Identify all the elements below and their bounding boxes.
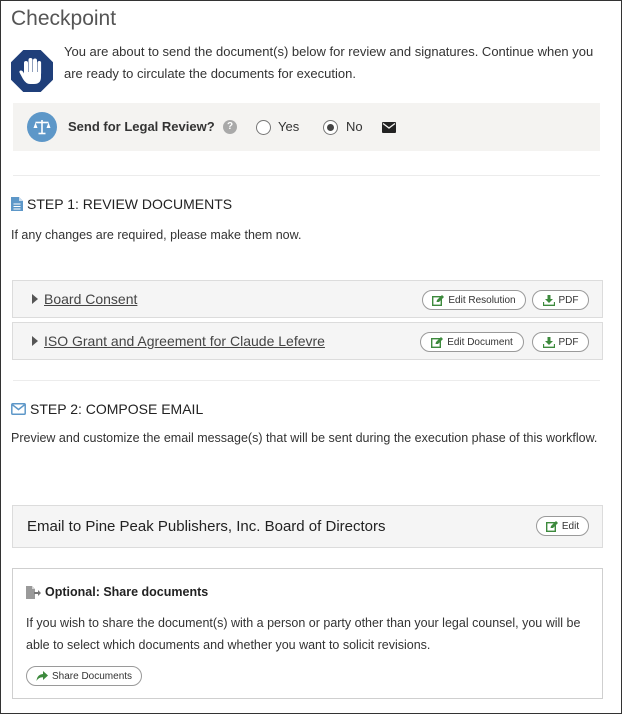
download-icon — [543, 337, 555, 348]
caret-right-icon[interactable] — [32, 294, 38, 304]
share-title-text: Optional: Share documents — [45, 585, 209, 599]
share-documents-panel — [12, 568, 603, 699]
legal-review-yes-label[interactable]: Yes — [278, 119, 300, 134]
intro-text: You are about to send the document(s) below for review and signatures. Continue when you are ready to circulate the documents for execution. — [64, 44, 594, 81]
legal-review-panel — [13, 103, 600, 151]
step1-description: If any changes are required, please make them now. — [11, 228, 302, 242]
hand-stop-icon — [11, 50, 53, 92]
edit-resolution-label: Edit Resolution — [448, 294, 516, 306]
question-circle-icon[interactable]: ? — [223, 120, 237, 134]
edit-icon — [546, 521, 558, 532]
divider — [13, 175, 600, 176]
share-arrow-icon — [36, 671, 48, 681]
edit-resolution-button[interactable] — [422, 290, 526, 310]
page-title: Checkpoint — [11, 7, 117, 30]
pdf-label: PDF — [558, 336, 579, 348]
legal-review-no-label[interactable]: No — [346, 119, 363, 134]
document-row[interactable] — [12, 280, 603, 318]
envelope-outline-icon — [11, 403, 26, 415]
step2-description: Preview and customize the email message(s) that will be sent during the execution phase of this workflow. — [11, 431, 598, 445]
pdf-label: PDF — [558, 294, 579, 306]
pdf-download-button[interactable] — [532, 332, 589, 352]
edit-icon — [431, 337, 443, 348]
document-icon — [11, 197, 23, 211]
share-title — [26, 585, 208, 599]
legal-review-label: Send for Legal Review? — [68, 119, 215, 134]
edit-document-label: Edit Document — [447, 336, 513, 348]
share-file-icon — [26, 586, 41, 599]
envelope-icon[interactable] — [382, 122, 396, 133]
edit-email-label: Edit — [561, 520, 580, 532]
pdf-download-button[interactable] — [532, 290, 589, 310]
share-documents-label: Share Documents — [52, 670, 133, 682]
document-row[interactable] — [12, 322, 603, 360]
email-title: Email to Pine Peak Publishers, Inc. Board of Directors — [27, 518, 386, 535]
document-link[interactable]: Board Consent — [44, 291, 138, 307]
legal-review-no-radio[interactable] — [323, 120, 338, 135]
download-icon — [543, 295, 555, 306]
step2-title-text: STEP 2: COMPOSE EMAIL — [30, 401, 204, 417]
share-documents-button[interactable] — [26, 666, 142, 686]
edit-icon — [432, 295, 444, 306]
step1-title-text: STEP 1: REVIEW DOCUMENTS — [27, 196, 233, 212]
step2-title — [11, 401, 203, 417]
legal-review-yes-radio[interactable] — [256, 120, 271, 135]
balance-scale-icon — [27, 112, 57, 142]
edit-document-button[interactable] — [420, 332, 524, 352]
caret-right-icon[interactable] — [32, 336, 38, 346]
step1-title — [11, 196, 232, 212]
document-link[interactable]: ISO Grant and Agreement for Claude Lefevre — [44, 333, 325, 349]
email-row — [12, 505, 603, 548]
edit-email-button[interactable] — [536, 516, 589, 536]
divider — [13, 380, 600, 381]
share-description: If you wish to share the document(s) with a person or party other than your legal counsel, you will be able to select which documents and whether you want to solicit revisions. — [26, 616, 581, 652]
